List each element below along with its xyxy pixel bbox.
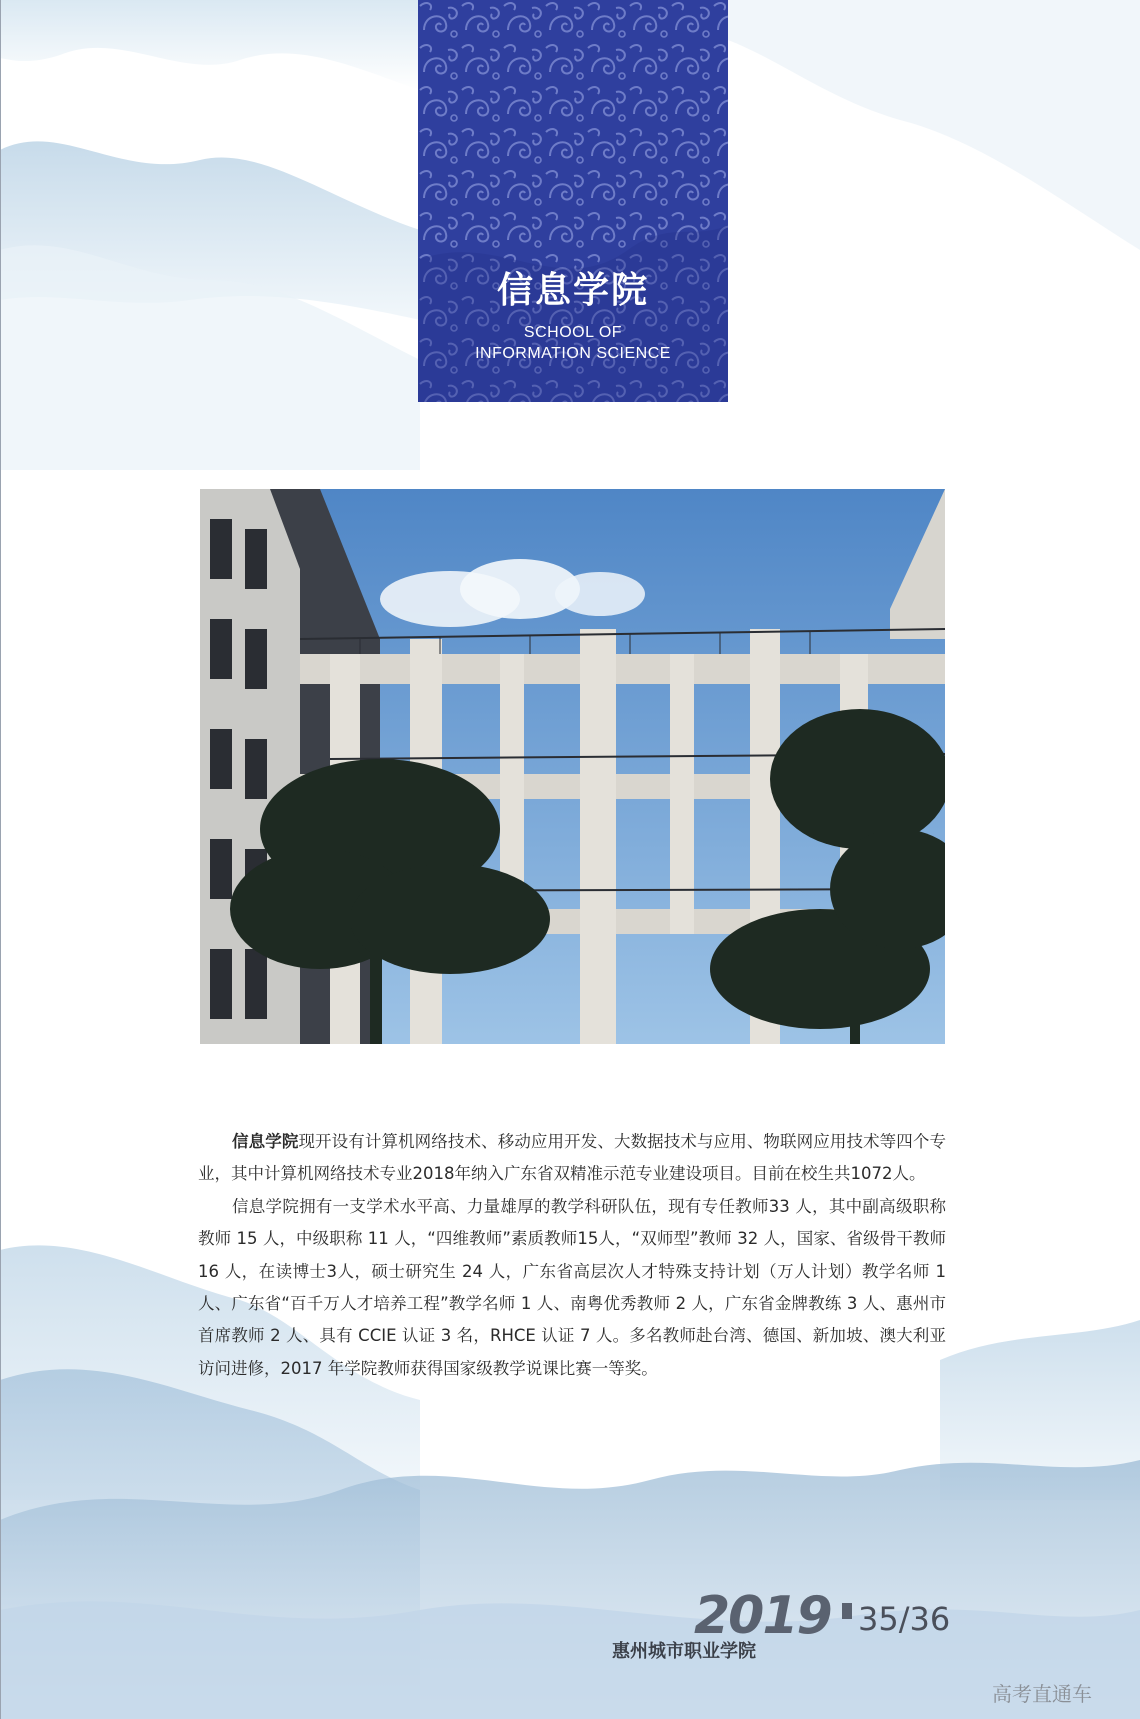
paragraph-1-text: 现开设有计算机网络技术、移动应用开发、大数据技术与应用、物联网应用技术等四个专业，其中计算机网络技术专业2018年纳入广东省双精准示范专业建设项目。目前在校生共1072人。 bbox=[198, 1132, 947, 1184]
school-title-cn: 信息学院 bbox=[496, 270, 649, 311]
paragraph-1-lead: 信息学院 bbox=[232, 1132, 299, 1151]
college-name: 惠州城市职业学院 bbox=[612, 1641, 756, 1662]
school-title-en bbox=[418, 322, 728, 364]
skybridge-illustration bbox=[200, 489, 945, 1044]
year-mark: 2019 bbox=[694, 1586, 831, 1646]
article-body bbox=[198, 1126, 946, 1385]
title-en-line1: SCHOOL OF bbox=[523, 324, 623, 341]
paragraph-1 bbox=[198, 1126, 946, 1191]
title-panel bbox=[418, 0, 728, 402]
paragraph-2: 信息学院拥有一支学术水平高、力量雄厚的教学科研队伍，现有专任教师33 人，其中副高级职称教师 15 人，中级职称 11 人，“四维教师”素质教师15人，“双师型”教师 32 人，国家、省级骨干教师 16 人，在读博士3人，硕士研究生 24 人，广东省高层次人才特殊支持计划（万人计划）教学名师 1 人、广东省“百千万人才培养工程”教学名师 1 人、南粤优秀教师 2 人，广东省金牌教练 3 人、惠州市首席教师 2 人、具有 CCIE 认证 3 名，RHCE 认证 7 人。多名教师赴台湾、德国、新加坡、澳大利亚访问进修，2017 年学院教师获得国家级教学说课比赛一等奖。 bbox=[198, 1196, 946, 1378]
watermark-text: 高考直通车 bbox=[992, 1682, 1092, 1706]
title-en-line2: INFORMATION SCIENCE bbox=[475, 345, 671, 362]
campus-photo bbox=[200, 489, 945, 1044]
page-number: 35/36 bbox=[858, 1600, 951, 1638]
page-edge-line bbox=[0, 0, 1, 1719]
